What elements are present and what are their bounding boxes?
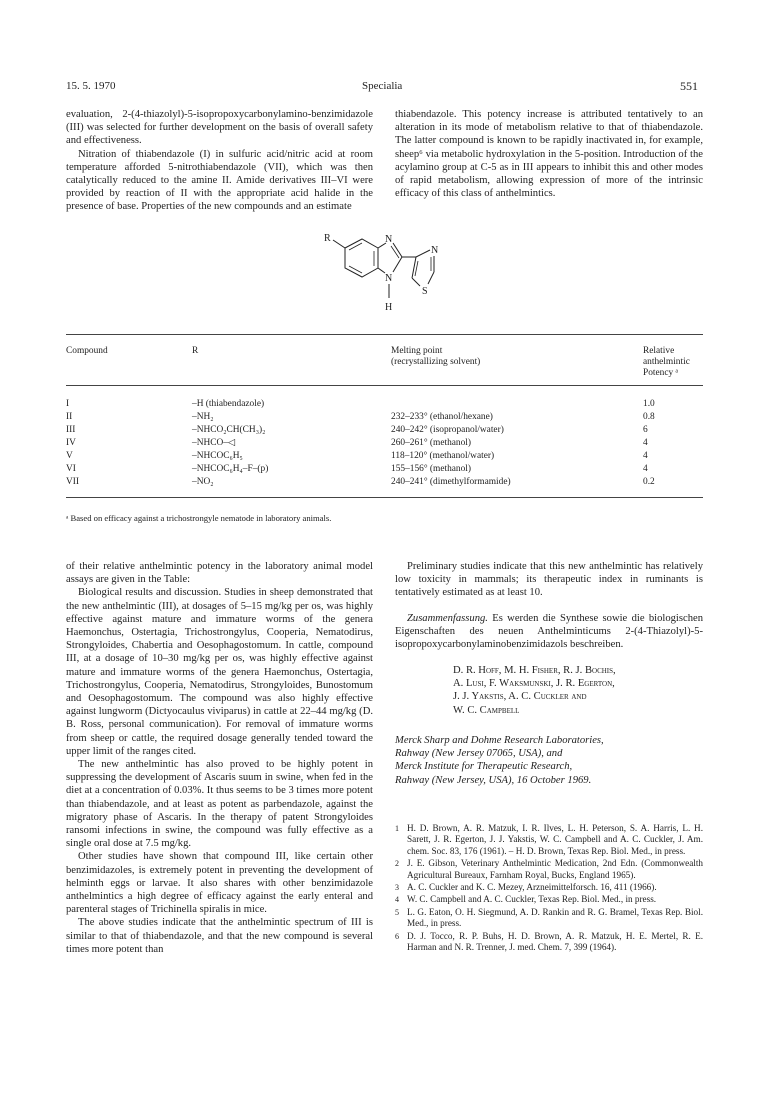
reference-item: 4 W. C. Campbell and A. C. Cuckler, Texas Rep. Biol. Med., in press. (395, 894, 657, 905)
structure-r-label: R (324, 233, 331, 244)
header-page-number: 551 (680, 79, 698, 93)
affiliation-line: Merck Sharp and Dohme Research Laboratories, (395, 735, 604, 746)
paragraph: The above studies indicate that the anthelmintic spectrum of III is similar to that of thiabendazole, and that the new compound is several times more potent than (66, 917, 373, 955)
table-cell-potency: 4 (643, 464, 648, 474)
table-header-r: R (192, 346, 199, 356)
table-cell-compound: II (66, 412, 73, 422)
affiliation-line: Rahway (New Jersey 07065, USA), and (395, 748, 563, 760)
header-date: 15. 5. 1970 (66, 80, 116, 92)
reference-item: 3 A. C. Cuckler and K. C. Mezey, Arzneimittelforsch. 16, 411 (1966). (395, 882, 657, 893)
table-cell-mp: 232–233° (ethanol/hexane) (391, 412, 493, 422)
paragraph: Preliminary studies indicate that this new anthelmintic has relatively low toxicity in mammals; its therapeutic index in ruminants is tentatively estimated as at least 10. (395, 561, 703, 599)
table-cell-mp: 155–156° (methanol) (391, 464, 472, 474)
table-header-relative: Relative (643, 346, 675, 356)
affiliation-line: Merck Institute for Therapeutic Research, (395, 761, 573, 773)
table-header-melting-point: Melting point (391, 346, 443, 356)
author-line: D. R. Hoff, M. H. Fisher, R. J. Bochis, (453, 665, 616, 676)
reference-item: 6 D. J. Tocco, R. P. Buhs, H. D. Brown, A. R. Matzuk, H. E. Mertel, R. E. Harman and N. R. Trenner, J. med. Chem. 7, 399 (1964). (395, 930, 703, 953)
table-cell-r: –NH₂ (192, 412, 214, 422)
table-cell-potency: 0.8 (643, 412, 655, 422)
paragraph: Biological results and discussion. Studies in sheep demonstrated that the new anthelmintic (III), at dosages of 5–15 mg/kg per os, was highly effective against mature and immature worms of the genera Haemonchus, Ostertagia, Trichostrongylus, Cooperia, Nematodirus, Strongyloides, Chabertia and Oesophagostomum. In cattle, compound III, at a dosage of 10–30 mg/kg per os, was highly effective against mature and immature worms of the genera Haemonchus, Ostertagia, Trichostrongylus, Cooperia, Nematodirus, Strongyloides, Bunostomum and Oesophagostomum. The compound was also highly effective against lungworm (Dictyocaulus viviparus) in cattle at 22–44 mg/kg (D. B. Ross, personal communication). For removal of immature worms from sheep or cattle, the required dosage generally tended toward the upper limit of the ranges cited. (66, 587, 373, 757)
table-header-potency: Potency ᵃ (643, 368, 679, 378)
table-header-rule (66, 385, 703, 386)
table-cell-r: –H (thiabendazole) (192, 399, 265, 409)
structure-n2-label: N (385, 273, 393, 284)
table-cell-compound: V (66, 451, 73, 461)
author-line: A. Lusi, F. Waksmunski, J. R. Egerton, (453, 678, 615, 690)
affiliation-block (395, 734, 703, 787)
paragraph: The new anthelmintic has also proved to be highly potent in suppressing the development of Ascaris suum in swine, when fed in the diet at a concentration of 0.03%. It thus seems to be 3 times more potent than thiabendazole, and at least as potent as parbendazole, against the migratory phase of Ascaris. In the therapy of patent Strongyloides ransomi infections in swine, the compound was fully effective as a single oral dose at 7.5 mg/kg. (66, 759, 373, 850)
table-cell-compound: VII (66, 477, 80, 487)
table-cell-r: –NHCO–◁ (192, 438, 236, 448)
paragraph: Nitration of thiabendazole (I) in sulfuric acid/nitric acid at room temperature afforded 5-nitrothiabendazole (VII), which was then catalytically reduced to the amine II. Amide derivatives III–VI were provided by reaction of II with the appropriate acid halide in the presence of base. Properties of the new compounds and an estimate (66, 148, 373, 213)
table-cell-potency: 6 (643, 425, 648, 435)
table-footnote: ᵃ Based on efficacy against a trichostrongyle nematode in laboratory animals. (66, 513, 332, 523)
affiliation-line: Rahway (New Jersey, USA), 16 October 1969. (395, 774, 592, 786)
table-cell-potency: 4 (643, 438, 648, 448)
table-cell-potency: 0.2 (643, 477, 655, 487)
table-cell-r: –NHCO₂CH(CH₃)₂ (192, 425, 266, 435)
column-1-bottom (66, 560, 373, 956)
table-cell-potency: 4 (643, 451, 648, 461)
zusammenfassung-text: Es werden die Synthese sowie die biologischen Eigenschaften des neuen Anthelminticums 2-(4-Thiazolyl)-5-isopropoxycarbonylaminobenzimidazols beschreiben. (395, 612, 703, 651)
structure-n1-label: N (385, 234, 393, 245)
table-cell-r: –NHCOC₆H₄–F–(p) (192, 464, 269, 474)
paragraph: of their relative anthelmintic potency in the laboratory animal model assays are given in the Table: (66, 561, 373, 586)
paragraph: evaluation, 2-(4-thiazolyl)-5-isopropoxycarbonylamino-benzimidazole (III) was selected for further development on the basis of overall safety and effectiveness. (66, 109, 373, 147)
table-cell-compound: VI (66, 464, 76, 474)
structure-s-label: S (422, 286, 428, 297)
column-1-top (66, 108, 373, 214)
author-block (453, 664, 703, 717)
reference-item: 5 L. G. Eaton, O. H. Siegmund, A. D. Rankin and R. G. Bramel, Texas Rep. Biol. Med., in press. (395, 906, 703, 929)
table-cell-compound: III (66, 425, 76, 435)
reference-item: 1 H. D. Brown, A. R. Matzuk, I. R. Ilves, L. H. Peterson, S. A. Harris, L. H. Sarett, J. R. Egerton, J. J. Yakstis, W. C. Campbell and A. C. Cuckler, J. Am. chem. Soc. 83, 176 (1961). – H. D. Brown, Texas Rep. Biol. Med., in press. (395, 823, 703, 856)
table-cell-mp: 260–261° (methanol) (391, 438, 472, 448)
table-cell-compound: I (66, 399, 70, 409)
table-cell-r: –NO₂ (192, 477, 214, 487)
table-top-rule (66, 334, 703, 335)
table-header-anthelmintic: anthelmintic (643, 357, 690, 367)
structure-h-label: H (385, 302, 393, 313)
table-cell-potency: 1.0 (643, 399, 655, 409)
column-2-bottom (395, 560, 703, 651)
table-cell-r: –NHCOC₆H₅ (192, 451, 243, 461)
author-line: J. J. Yakstis, A. C. Cuckler and (453, 691, 587, 703)
table-cell-compound: IV (66, 438, 76, 448)
column-2-top (395, 108, 703, 200)
table-header-solvent: (recrystallizing solvent) (391, 357, 481, 367)
author-line: W. C. Campbell (453, 704, 520, 716)
structure-n3-label: N (431, 245, 439, 256)
table-cell-mp: 240–242° (isopropanol/water) (391, 425, 504, 435)
table-cell-mp: 240–241° (dimethylformamide) (391, 477, 511, 487)
zusammenfassung-label: Zusammenfassung. (407, 612, 488, 624)
reference-item: 2 J. E. Gibson, Veterinary Anthelmintic Medication, 2nd Edn. (Commonwealth Agricultural Bureaux, Farnham Royal, Bucks, England 1965). (395, 858, 703, 880)
paragraph: thiabendazole. This potency increase is attributed tentatively to an alteration in its mode of metabolism relative to that of thiabendazole. The latter compound is known to be rapidly inactivated in, for example, sheep⁶ via metabolic hydroxylation in the 5-position. Introduction of the acylamino group at C-5 as in III appears to inhibit this and other modes of rapid metabolism, allowing expression of more of the intrinsic efficacy of this class of anthelmintics. (395, 109, 703, 200)
references (395, 823, 703, 954)
table-header-compound: Compound (66, 346, 108, 356)
header-journal: Specialia (362, 80, 403, 92)
table-bottom-rule (66, 497, 703, 498)
table-cell-mp: 118–120° (methanol/water) (391, 451, 495, 461)
paragraph: Other studies have shown that compound III, like certain other benzimidazoles, is extremely potent in preventing the development of helminth eggs or larvae. It also shares with other benzimidazole anthelmintics a high degree of efficacy against the early enteral and parenteral stages of Trichinella spiralis in mice. (66, 851, 373, 916)
chemical-structure (310, 226, 470, 322)
